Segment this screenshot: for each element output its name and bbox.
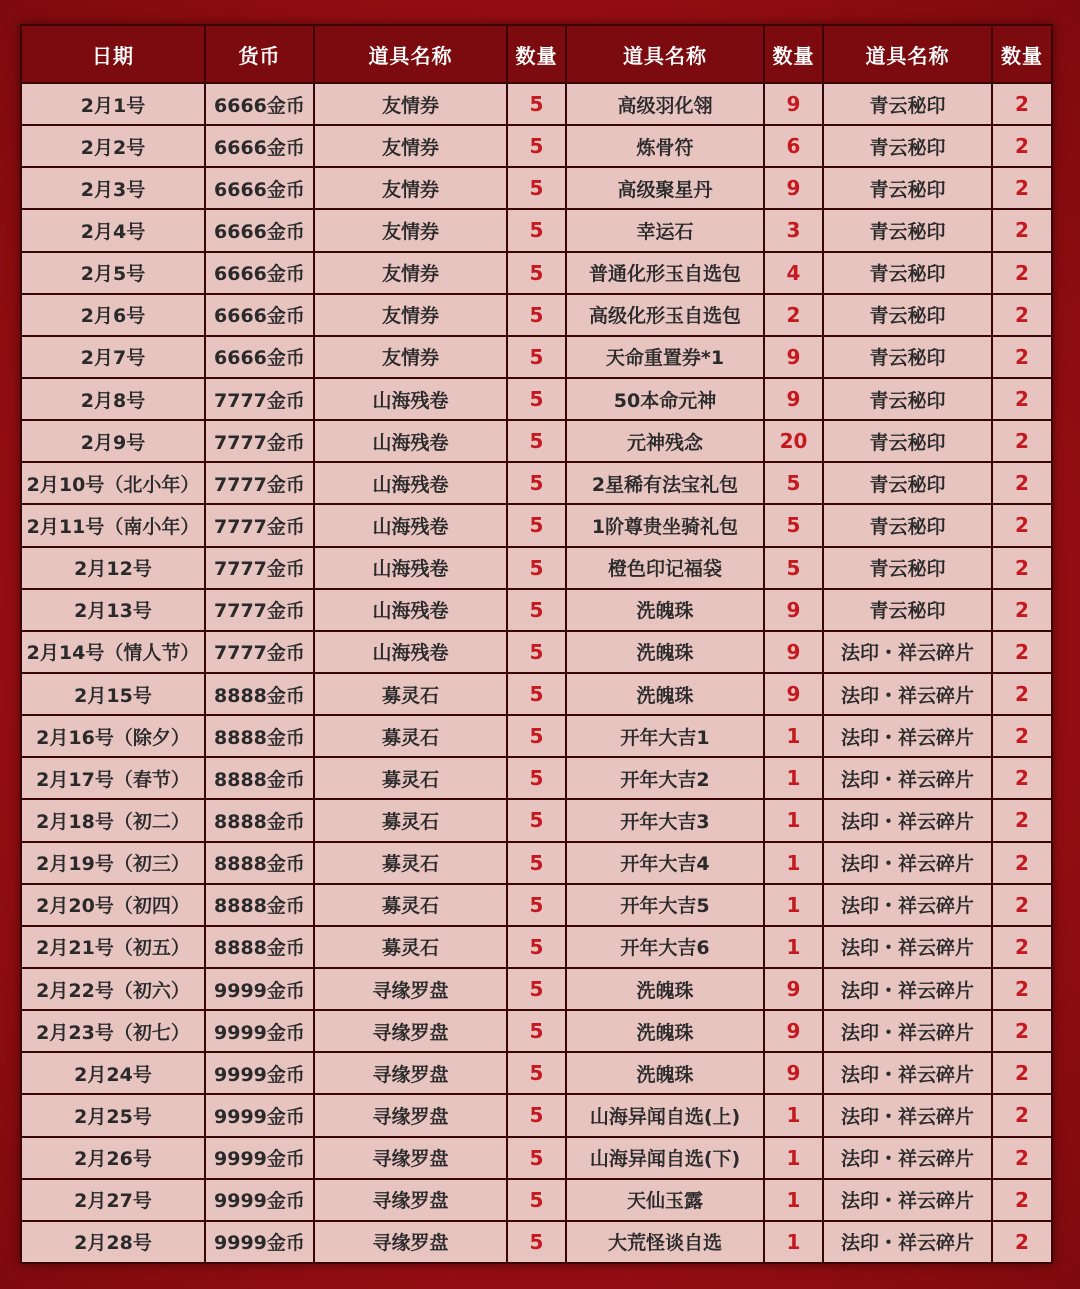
- item-name-3-cell: 法印・祥云碎片: [824, 885, 991, 925]
- table-row: [22, 969, 1051, 1009]
- item-name-3-cell: 青云秘印: [824, 421, 991, 461]
- item-name-1-cell: 寻缘罗盘: [315, 1222, 506, 1262]
- quantity-3-cell: 2: [993, 463, 1051, 503]
- currency-cell: 7777金币: [206, 421, 313, 461]
- quantity-1-cell: 5: [508, 505, 565, 545]
- quantity-1-cell: 5: [508, 674, 565, 714]
- quantity-2-cell: 9: [765, 84, 822, 124]
- date-cell: 2月1号: [22, 84, 204, 124]
- quantity-2-cell: 9: [765, 1011, 822, 1051]
- item-name-1-cell: 山海残卷: [315, 379, 506, 419]
- quantity-3-cell: 2: [993, 84, 1051, 124]
- item-name-2-cell: 幸运石: [567, 210, 763, 250]
- table-row: [22, 168, 1051, 208]
- date-cell: 2月2号: [22, 126, 204, 166]
- date-cell: 2月20号（初四）: [22, 885, 204, 925]
- item-name-1-cell: 友情券: [315, 295, 506, 335]
- reward-table: [20, 24, 1053, 1264]
- header-quantity-3: 数量: [993, 26, 1051, 82]
- quantity-1-cell: 5: [508, 1011, 565, 1051]
- date-cell: 2月13号: [22, 590, 204, 630]
- quantity-3-cell: 2: [993, 758, 1051, 798]
- item-name-3-cell: 法印・祥云碎片: [824, 1053, 991, 1093]
- quantity-1-cell: 5: [508, 168, 565, 208]
- quantity-2-cell: 2: [765, 295, 822, 335]
- quantity-1-cell: 5: [508, 337, 565, 377]
- quantity-2-cell: 1: [765, 758, 822, 798]
- quantity-2-cell: 3: [765, 210, 822, 250]
- currency-cell: 6666金币: [206, 295, 313, 335]
- quantity-1-cell: 5: [508, 295, 565, 335]
- date-cell: 2月17号（春节）: [22, 758, 204, 798]
- item-name-2-cell: 2星稀有法宝礼包: [567, 463, 763, 503]
- quantity-3-cell: 2: [993, 1053, 1051, 1093]
- table-row: [22, 463, 1051, 503]
- quantity-3-cell: 2: [993, 379, 1051, 419]
- item-name-1-cell: 募灵石: [315, 927, 506, 967]
- quantity-3-cell: 2: [993, 674, 1051, 714]
- quantity-2-cell: 9: [765, 590, 822, 630]
- date-cell: 2月19号（初三）: [22, 843, 204, 883]
- item-name-1-cell: 寻缘罗盘: [315, 1180, 506, 1220]
- quantity-2-cell: 5: [765, 505, 822, 545]
- quantity-3-cell: 2: [993, 1222, 1051, 1262]
- item-name-3-cell: 青云秘印: [824, 590, 991, 630]
- date-cell: 2月5号: [22, 253, 204, 293]
- item-name-3-cell: 法印・祥云碎片: [824, 674, 991, 714]
- quantity-1-cell: 5: [508, 758, 565, 798]
- item-name-2-cell: 50本命元神: [567, 379, 763, 419]
- currency-cell: 8888金币: [206, 800, 313, 840]
- date-cell: 2月24号: [22, 1053, 204, 1093]
- header-item-name-2: 道具名称: [567, 26, 763, 82]
- quantity-1-cell: 5: [508, 253, 565, 293]
- currency-cell: 9999金币: [206, 1222, 313, 1262]
- item-name-3-cell: 青云秘印: [824, 84, 991, 124]
- date-cell: 2月8号: [22, 379, 204, 419]
- date-cell: 2月7号: [22, 337, 204, 377]
- quantity-3-cell: 2: [993, 548, 1051, 588]
- item-name-1-cell: 募灵石: [315, 800, 506, 840]
- table-row: [22, 253, 1051, 293]
- item-name-2-cell: 高级羽化翎: [567, 84, 763, 124]
- currency-cell: 7777金币: [206, 505, 313, 545]
- currency-cell: 8888金币: [206, 758, 313, 798]
- item-name-1-cell: 友情券: [315, 168, 506, 208]
- item-name-3-cell: 法印・祥云碎片: [824, 1222, 991, 1262]
- header-item-name-3: 道具名称: [824, 26, 991, 82]
- currency-cell: 6666金币: [206, 253, 313, 293]
- item-name-3-cell: 青云秘印: [824, 126, 991, 166]
- item-name-2-cell: 大荒怪谈自选: [567, 1222, 763, 1262]
- quantity-1-cell: 5: [508, 969, 565, 1009]
- quantity-1-cell: 5: [508, 1222, 565, 1262]
- table-row: [22, 1053, 1051, 1093]
- item-name-1-cell: 友情券: [315, 337, 506, 377]
- quantity-1-cell: 5: [508, 1095, 565, 1135]
- quantity-3-cell: 2: [993, 590, 1051, 630]
- quantity-1-cell: 5: [508, 885, 565, 925]
- item-name-1-cell: 山海残卷: [315, 505, 506, 545]
- item-name-2-cell: 元神残念: [567, 421, 763, 461]
- quantity-1-cell: 5: [508, 1180, 565, 1220]
- table-row: [22, 590, 1051, 630]
- item-name-3-cell: 法印・祥云碎片: [824, 1095, 991, 1135]
- table-row: [22, 210, 1051, 250]
- quantity-2-cell: 9: [765, 632, 822, 672]
- currency-cell: 6666金币: [206, 168, 313, 208]
- quantity-1-cell: 5: [508, 210, 565, 250]
- quantity-2-cell: 5: [765, 463, 822, 503]
- table-row: [22, 1138, 1051, 1178]
- date-cell: 2月11号（南小年）: [22, 505, 204, 545]
- item-name-2-cell: 山海异闻自选(下): [567, 1138, 763, 1178]
- table-row: [22, 885, 1051, 925]
- table-row: [22, 379, 1051, 419]
- header-date: 日期: [22, 26, 204, 82]
- item-name-2-cell: 开年大吉4: [567, 843, 763, 883]
- quantity-1-cell: 5: [508, 463, 565, 503]
- quantity-3-cell: 2: [993, 210, 1051, 250]
- item-name-1-cell: 山海残卷: [315, 463, 506, 503]
- date-cell: 2月28号: [22, 1222, 204, 1262]
- date-cell: 2月12号: [22, 548, 204, 588]
- quantity-3-cell: 2: [993, 885, 1051, 925]
- item-name-3-cell: 青云秘印: [824, 168, 991, 208]
- quantity-2-cell: 1: [765, 800, 822, 840]
- item-name-3-cell: 法印・祥云碎片: [824, 927, 991, 967]
- header-quantity-1: 数量: [508, 26, 565, 82]
- table-row: [22, 84, 1051, 124]
- table-body: [22, 84, 1051, 1262]
- item-name-3-cell: 青云秘印: [824, 337, 991, 377]
- currency-cell: 8888金币: [206, 716, 313, 756]
- currency-cell: 9999金币: [206, 1053, 313, 1093]
- date-cell: 2月10号（北小年）: [22, 463, 204, 503]
- quantity-2-cell: 1: [765, 885, 822, 925]
- currency-cell: 8888金币: [206, 843, 313, 883]
- table-row: [22, 800, 1051, 840]
- item-name-3-cell: 法印・祥云碎片: [824, 716, 991, 756]
- quantity-3-cell: 2: [993, 1138, 1051, 1178]
- item-name-1-cell: 友情券: [315, 126, 506, 166]
- item-name-3-cell: 法印・祥云碎片: [824, 843, 991, 883]
- item-name-1-cell: 寻缘罗盘: [315, 1095, 506, 1135]
- date-cell: 2月15号: [22, 674, 204, 714]
- date-cell: 2月23号（初七）: [22, 1011, 204, 1051]
- item-name-2-cell: 高级化形玉自选包: [567, 295, 763, 335]
- quantity-1-cell: 5: [508, 590, 565, 630]
- quantity-1-cell: 5: [508, 927, 565, 967]
- item-name-1-cell: 寻缘罗盘: [315, 969, 506, 1009]
- item-name-1-cell: 山海残卷: [315, 548, 506, 588]
- table-row: [22, 421, 1051, 461]
- item-name-1-cell: 募灵石: [315, 885, 506, 925]
- quantity-1-cell: 5: [508, 1138, 565, 1178]
- item-name-2-cell: 洗魄珠: [567, 1053, 763, 1093]
- date-cell: 2月18号（初二）: [22, 800, 204, 840]
- item-name-2-cell: 开年大吉1: [567, 716, 763, 756]
- item-name-3-cell: 青云秘印: [824, 379, 991, 419]
- item-name-2-cell: 开年大吉2: [567, 758, 763, 798]
- quantity-1-cell: 5: [508, 548, 565, 588]
- currency-cell: 8888金币: [206, 674, 313, 714]
- table-row: [22, 927, 1051, 967]
- currency-cell: 6666金币: [206, 126, 313, 166]
- quantity-3-cell: 2: [993, 253, 1051, 293]
- quantity-2-cell: 9: [765, 379, 822, 419]
- item-name-1-cell: 募灵石: [315, 843, 506, 883]
- table-row: [22, 1095, 1051, 1135]
- quantity-1-cell: 5: [508, 84, 565, 124]
- header-item-name-1: 道具名称: [315, 26, 506, 82]
- currency-cell: 8888金币: [206, 885, 313, 925]
- item-name-2-cell: 普通化形玉自选包: [567, 253, 763, 293]
- quantity-1-cell: 5: [508, 800, 565, 840]
- quantity-3-cell: 2: [993, 295, 1051, 335]
- item-name-2-cell: 1阶尊贵坐骑礼包: [567, 505, 763, 545]
- date-cell: 2月26号: [22, 1138, 204, 1178]
- item-name-2-cell: 天仙玉露: [567, 1180, 763, 1220]
- item-name-3-cell: 青云秘印: [824, 210, 991, 250]
- table-row: [22, 337, 1051, 377]
- quantity-3-cell: 2: [993, 632, 1051, 672]
- item-name-1-cell: 募灵石: [315, 758, 506, 798]
- item-name-1-cell: 寻缘罗盘: [315, 1053, 506, 1093]
- quantity-3-cell: 2: [993, 1011, 1051, 1051]
- item-name-2-cell: 洗魄珠: [567, 632, 763, 672]
- item-name-2-cell: 开年大吉3: [567, 800, 763, 840]
- currency-cell: 6666金币: [206, 210, 313, 250]
- item-name-3-cell: 法印・祥云碎片: [824, 632, 991, 672]
- date-cell: 2月21号（初五）: [22, 927, 204, 967]
- item-name-3-cell: 青云秘印: [824, 505, 991, 545]
- quantity-3-cell: 2: [993, 126, 1051, 166]
- item-name-3-cell: 法印・祥云碎片: [824, 800, 991, 840]
- item-name-3-cell: 法印・祥云碎片: [824, 758, 991, 798]
- item-name-3-cell: 法印・祥云碎片: [824, 1011, 991, 1051]
- item-name-1-cell: 友情券: [315, 210, 506, 250]
- quantity-3-cell: 2: [993, 927, 1051, 967]
- quantity-2-cell: 1: [765, 1222, 822, 1262]
- currency-cell: 7777金币: [206, 463, 313, 503]
- table-row: [22, 632, 1051, 672]
- quantity-1-cell: 5: [508, 1053, 565, 1093]
- item-name-2-cell: 天命重置券*1: [567, 337, 763, 377]
- currency-cell: 6666金币: [206, 84, 313, 124]
- item-name-1-cell: 募灵石: [315, 674, 506, 714]
- date-cell: 2月27号: [22, 1180, 204, 1220]
- table-row: [22, 1222, 1051, 1262]
- currency-cell: 7777金币: [206, 590, 313, 630]
- quantity-2-cell: 4: [765, 253, 822, 293]
- date-cell: 2月9号: [22, 421, 204, 461]
- table-row: [22, 758, 1051, 798]
- item-name-1-cell: 寻缘罗盘: [315, 1011, 506, 1051]
- item-name-3-cell: 青云秘印: [824, 463, 991, 503]
- currency-cell: 9999金币: [206, 1095, 313, 1135]
- table-row: [22, 548, 1051, 588]
- currency-cell: 9999金币: [206, 1138, 313, 1178]
- table-row: [22, 843, 1051, 883]
- quantity-2-cell: 9: [765, 337, 822, 377]
- quantity-1-cell: 5: [508, 421, 565, 461]
- table-row: [22, 674, 1051, 714]
- quantity-2-cell: 1: [765, 843, 822, 883]
- date-cell: 2月16号（除夕）: [22, 716, 204, 756]
- header-quantity-2: 数量: [765, 26, 822, 82]
- item-name-1-cell: 寻缘罗盘: [315, 1138, 506, 1178]
- quantity-1-cell: 5: [508, 716, 565, 756]
- currency-cell: 9999金币: [206, 1180, 313, 1220]
- quantity-3-cell: 2: [993, 800, 1051, 840]
- item-name-2-cell: 洗魄珠: [567, 969, 763, 1009]
- date-cell: 2月3号: [22, 168, 204, 208]
- quantity-2-cell: 1: [765, 716, 822, 756]
- table-row: [22, 1180, 1051, 1220]
- date-cell: 2月4号: [22, 210, 204, 250]
- table-row: [22, 505, 1051, 545]
- header-currency: 货币: [206, 26, 313, 82]
- quantity-2-cell: 1: [765, 927, 822, 967]
- item-name-3-cell: 青云秘印: [824, 295, 991, 335]
- quantity-2-cell: 9: [765, 969, 822, 1009]
- currency-cell: 6666金币: [206, 337, 313, 377]
- currency-cell: 8888金币: [206, 927, 313, 967]
- quantity-3-cell: 2: [993, 969, 1051, 1009]
- quantity-2-cell: 1: [765, 1138, 822, 1178]
- currency-cell: 7777金币: [206, 632, 313, 672]
- quantity-3-cell: 2: [993, 1180, 1051, 1220]
- item-name-1-cell: 山海残卷: [315, 590, 506, 630]
- quantity-3-cell: 2: [993, 843, 1051, 883]
- quantity-3-cell: 2: [993, 716, 1051, 756]
- quantity-2-cell: 1: [765, 1180, 822, 1220]
- quantity-3-cell: 2: [993, 1095, 1051, 1135]
- item-name-2-cell: 洗魄珠: [567, 674, 763, 714]
- currency-cell: 7777金币: [206, 548, 313, 588]
- item-name-2-cell: 炼骨符: [567, 126, 763, 166]
- item-name-1-cell: 友情券: [315, 84, 506, 124]
- quantity-3-cell: 2: [993, 505, 1051, 545]
- item-name-2-cell: 开年大吉5: [567, 885, 763, 925]
- quantity-1-cell: 5: [508, 843, 565, 883]
- item-name-3-cell: 青云秘印: [824, 548, 991, 588]
- item-name-2-cell: 山海异闻自选(上): [567, 1095, 763, 1135]
- quantity-1-cell: 5: [508, 632, 565, 672]
- item-name-3-cell: 法印・祥云碎片: [824, 969, 991, 1009]
- quantity-2-cell: 1: [765, 1095, 822, 1135]
- quantity-3-cell: 2: [993, 337, 1051, 377]
- quantity-2-cell: 9: [765, 168, 822, 208]
- quantity-3-cell: 2: [993, 168, 1051, 208]
- quantity-2-cell: 9: [765, 674, 822, 714]
- table-row: [22, 1011, 1051, 1051]
- quantity-2-cell: 20: [765, 421, 822, 461]
- date-cell: 2月25号: [22, 1095, 204, 1135]
- table-row: [22, 716, 1051, 756]
- item-name-2-cell: 橙色印记福袋: [567, 548, 763, 588]
- table-row: [22, 295, 1051, 335]
- quantity-2-cell: 6: [765, 126, 822, 166]
- item-name-2-cell: 开年大吉6: [567, 927, 763, 967]
- date-cell: 2月6号: [22, 295, 204, 335]
- table-row: [22, 126, 1051, 166]
- item-name-2-cell: 洗魄珠: [567, 1011, 763, 1051]
- item-name-3-cell: 青云秘印: [824, 253, 991, 293]
- item-name-2-cell: 洗魄珠: [567, 590, 763, 630]
- quantity-1-cell: 5: [508, 379, 565, 419]
- item-name-2-cell: 高级聚星丹: [567, 168, 763, 208]
- quantity-2-cell: 5: [765, 548, 822, 588]
- item-name-1-cell: 山海残卷: [315, 421, 506, 461]
- header-row: [22, 26, 1051, 82]
- quantity-2-cell: 9: [765, 1053, 822, 1093]
- currency-cell: 9999金币: [206, 969, 313, 1009]
- item-name-3-cell: 法印・祥云碎片: [824, 1138, 991, 1178]
- currency-cell: 9999金币: [206, 1011, 313, 1051]
- quantity-3-cell: 2: [993, 421, 1051, 461]
- date-cell: 2月22号（初六）: [22, 969, 204, 1009]
- currency-cell: 7777金币: [206, 379, 313, 419]
- item-name-1-cell: 友情券: [315, 253, 506, 293]
- item-name-3-cell: 法印・祥云碎片: [824, 1180, 991, 1220]
- date-cell: 2月14号（情人节）: [22, 632, 204, 672]
- quantity-1-cell: 5: [508, 126, 565, 166]
- item-name-1-cell: 山海残卷: [315, 632, 506, 672]
- item-name-1-cell: 募灵石: [315, 716, 506, 756]
